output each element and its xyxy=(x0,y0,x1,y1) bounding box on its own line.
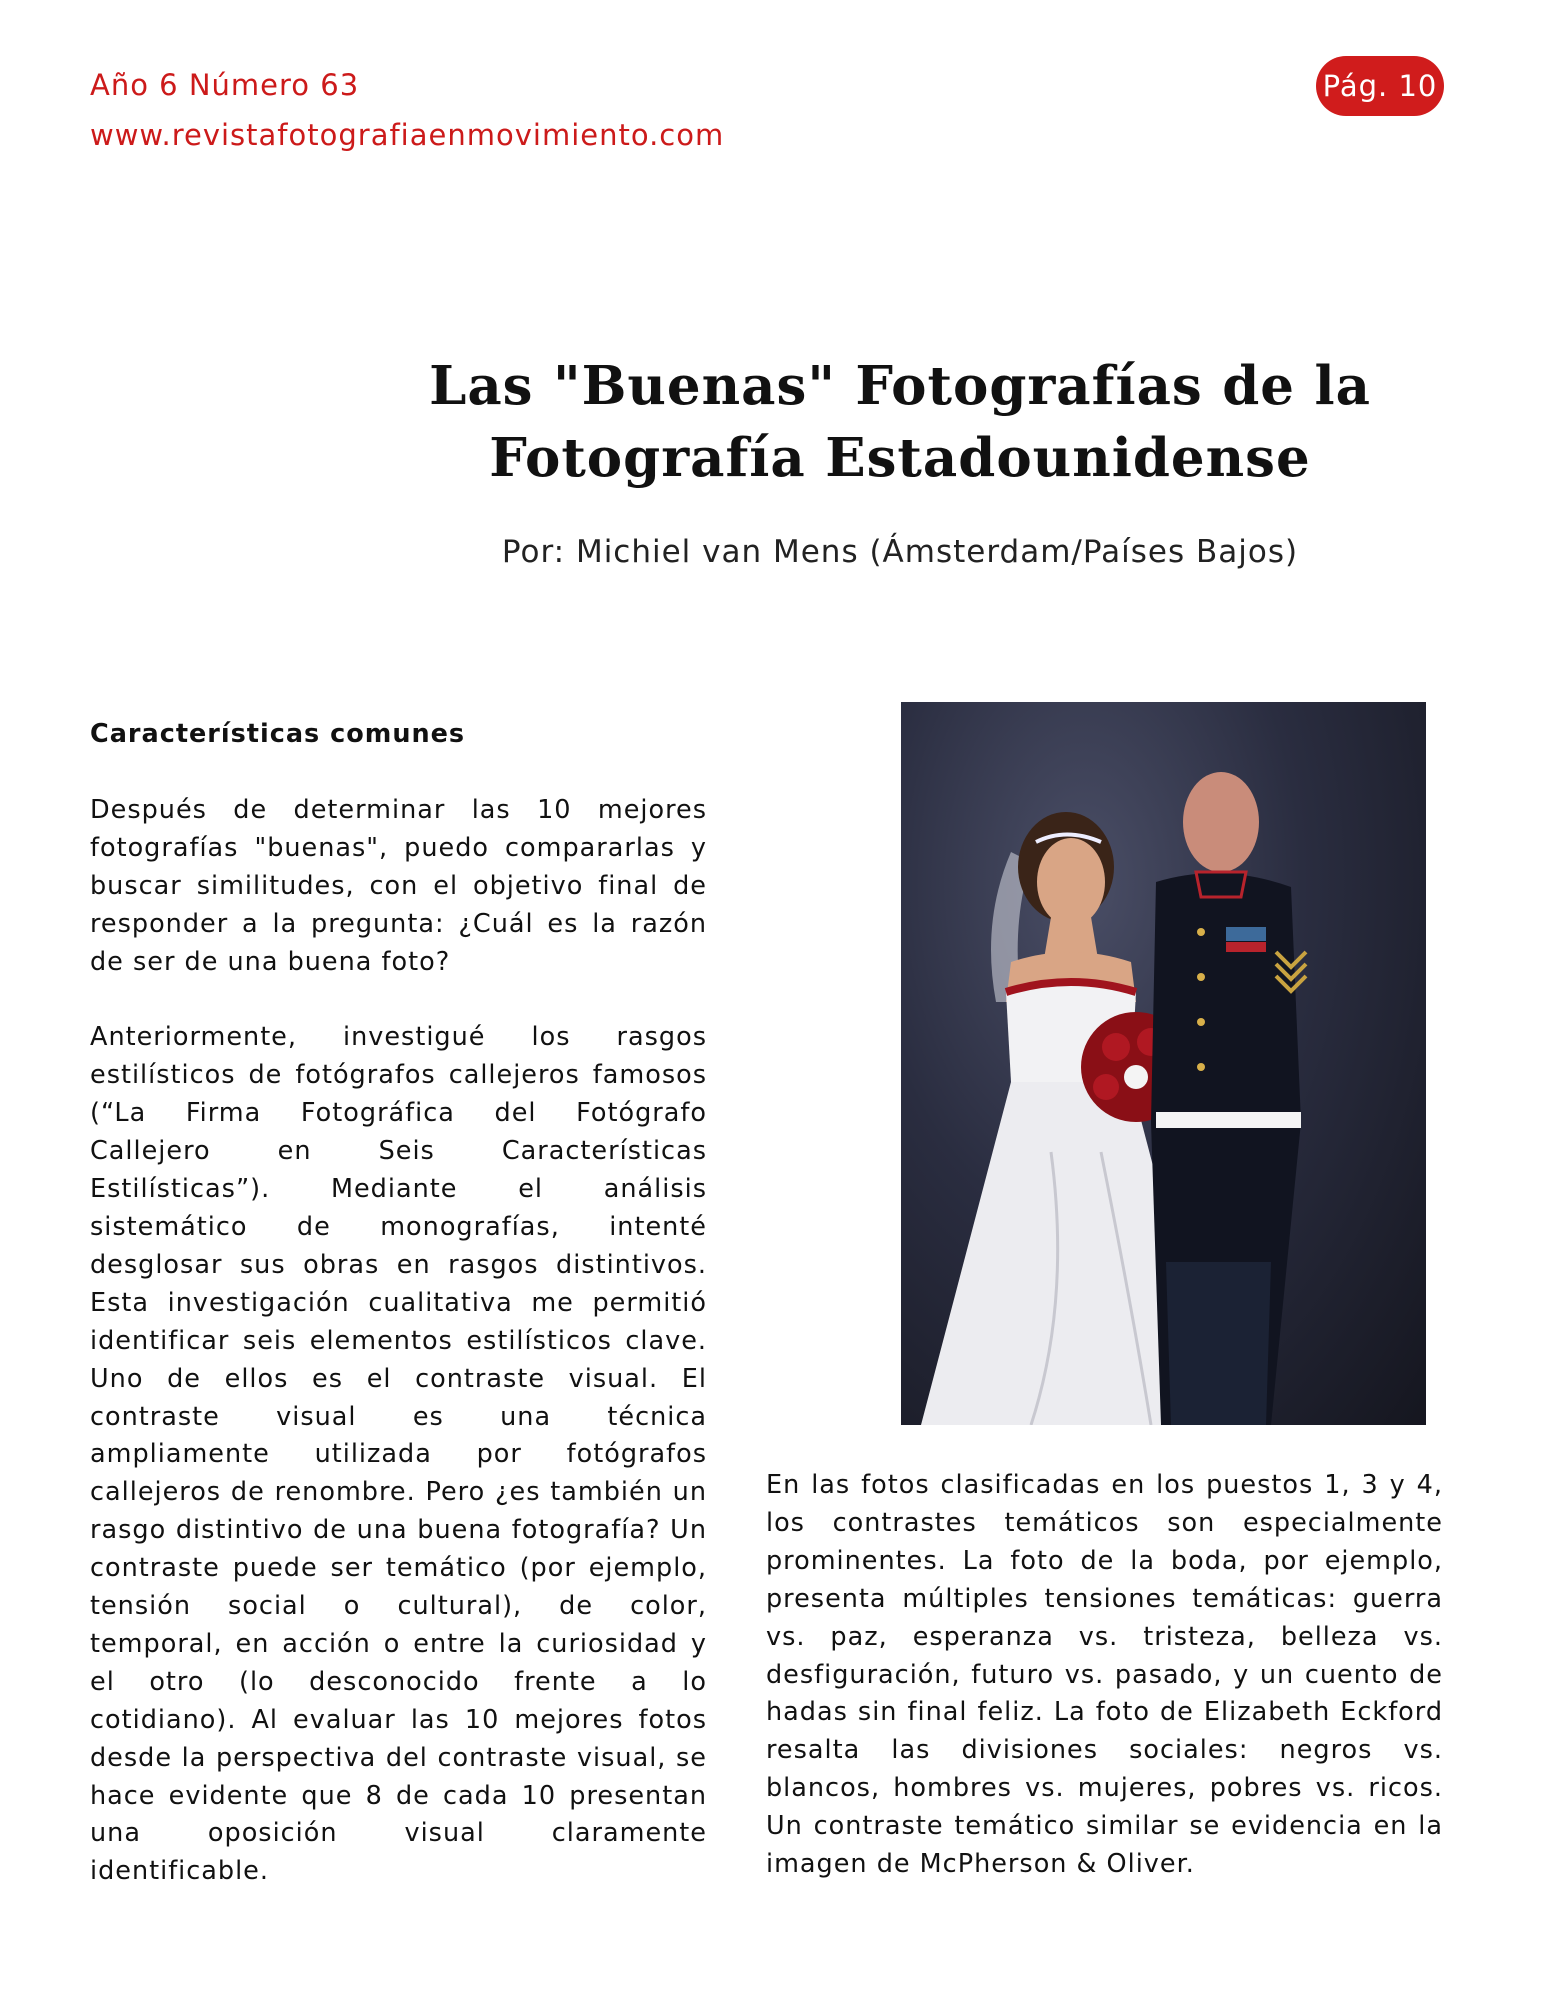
right-column xyxy=(766,1467,1443,1884)
page-number-badge: Pág. 10 xyxy=(1316,56,1444,116)
title-line-2: Fotografía Estadounidense xyxy=(489,427,1311,489)
wedding-photo xyxy=(901,702,1426,1425)
magazine-url[interactable]: www.revistafotografiaenmovimiento.com xyxy=(90,118,725,152)
paragraph-2: Anteriormente, investigué los rasgos estilísticos de fotógrafos callejeros famosos (“La Firma Fotográfica del Fotógrafo Callejero en Seis Características Estilísticas”). Mediante el análisis sistemático de monografías, intenté desglosar sus obras en rasgos distintivos. Esta investigación cualitativa me permitió identificar seis elementos estilísticos clave. Uno de ellos es el contraste visual. El contraste visual es una técnica ampliamente utilizada por fotógrafos callejeros de renombre. Pero ¿es también un rasgo distintivo de una buena fotografía? Un contraste puede ser temático (por ejemplo, tensión social o cultural), de color, temporal, en acción o entre la curiosidad y el otro (lo desconocido frente a lo cotidiano). Al evaluar las 10 mejores fotos desde la perspectiva del contraste visual, se hace evidente que 8 de cada 10 presentan una oposición visual claramente identificable. xyxy=(90,1022,707,1887)
section-heading: Características comunes xyxy=(90,719,466,749)
paragraph-1: Después de determinar las 10 mejores fotografías "buenas", puedo compararlas y buscar similitudes, con el objetivo final de responder a la pregunta: ¿Cuál es la razón de ser de una buena foto? xyxy=(90,794,707,977)
left-column xyxy=(90,716,707,1891)
issue-number: Año 6 Número 63 xyxy=(90,68,360,102)
article-title xyxy=(400,350,1400,494)
title-line-1: Las "Buenas" Fotografías de la xyxy=(429,355,1371,417)
article-byline: Por: Michiel van Mens (Ámsterdam/Países Bajos) xyxy=(501,534,1299,570)
paragraph-3: En las fotos clasificadas en los puestos 1, 3 y 4, los contrastes temáticos son especialmente prominentes. La foto de la boda, por ejemplo, presenta múltiples tensiones temáticas: guerra vs. paz, esperanza vs. tristeza, belleza vs. desfiguración, futuro vs. pasado, y un cuento de hadas sin final feliz. La foto de Elizabeth Eckford resalta las divisiones sociales: negros vs. blancos, hombres vs. mujeres, pobres vs. ricos. Un contraste temático similar se evidencia en la imagen de McPherson & Oliver. xyxy=(766,1470,1443,1880)
